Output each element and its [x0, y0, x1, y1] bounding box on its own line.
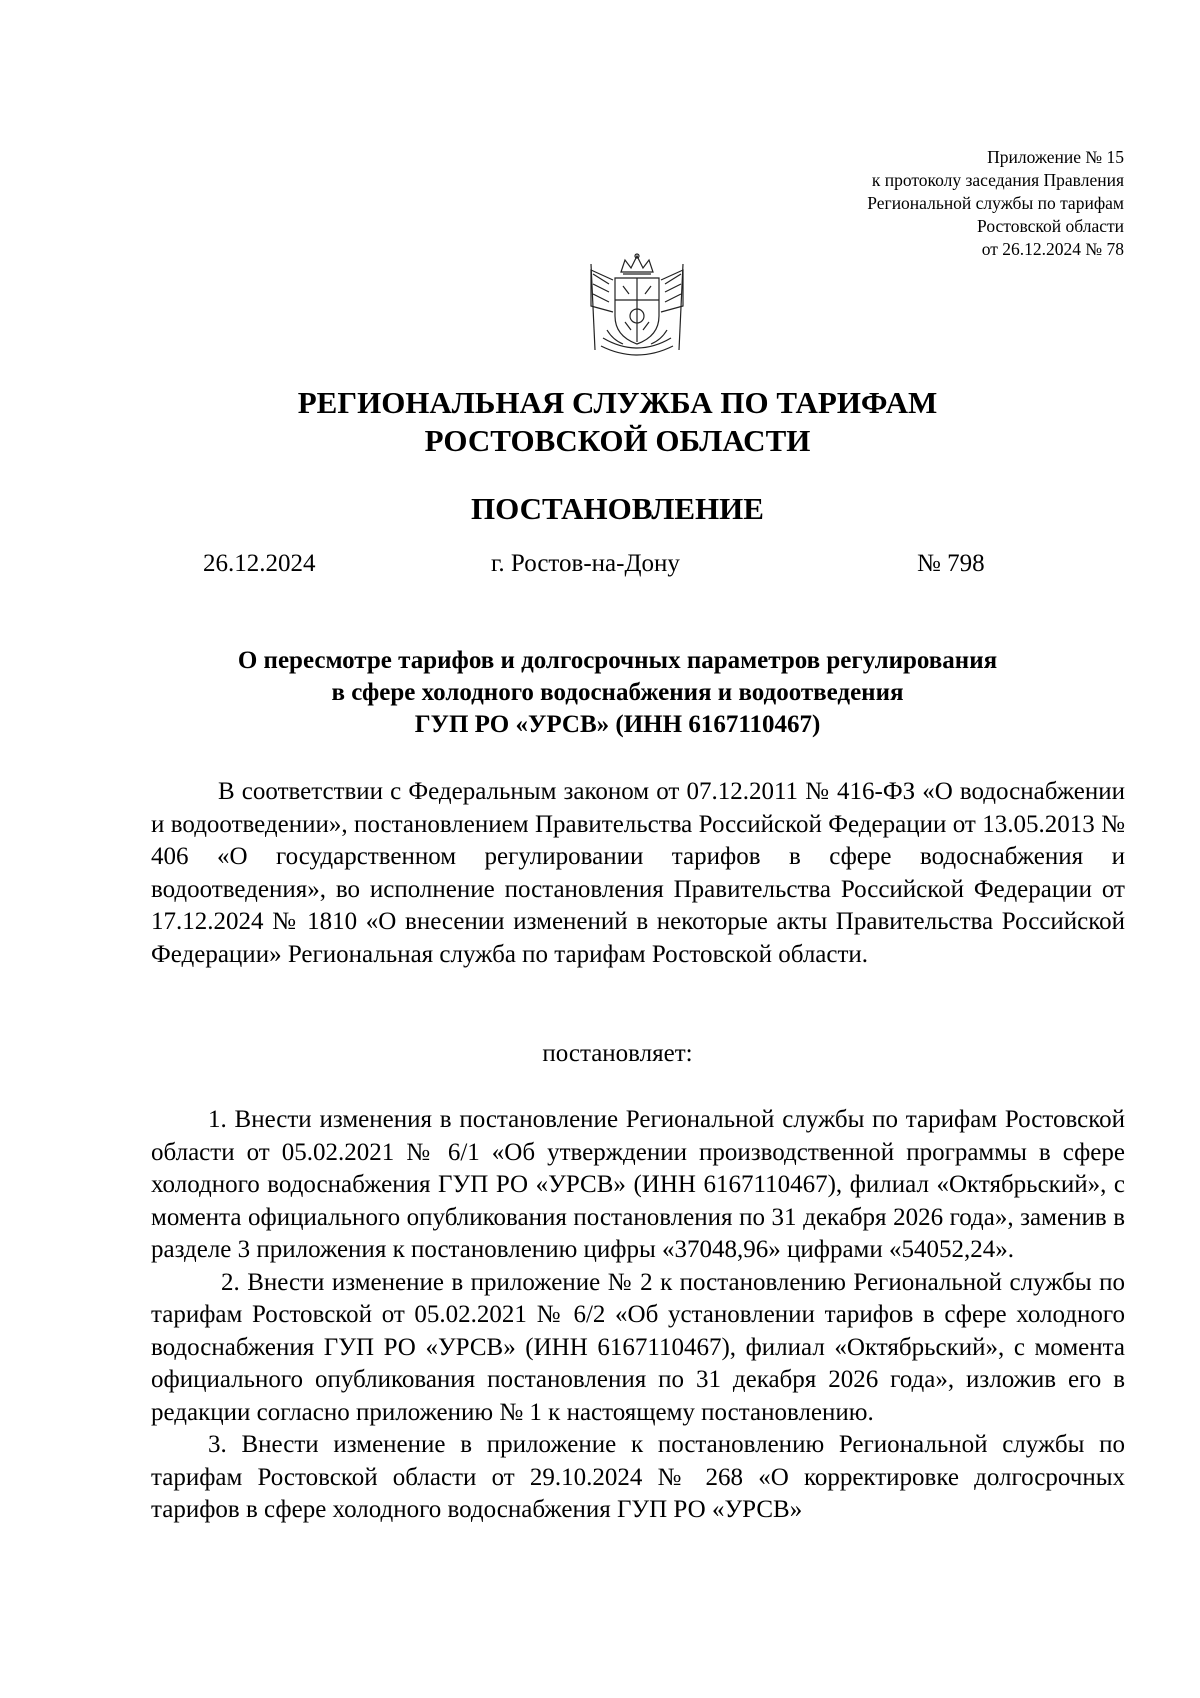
- resolution-item: 1. Внести изменения в постановление Региональной службы по тарифам Ростовской области от 05.02.2021 № 6/1 «Об утверждении производственной программы в сфере холодного водоснабжения ГУП РО «УРСВ» (ИНН 6167110467), филиал «Октябрьский», с момента официального опубликования постановления по 31 декабря 2026 года», заменив в разделе 3 приложения к постановлению цифры «37048,96» цифрами «54052,24».: [151, 1106, 1125, 1263]
- document-number: № 798: [917, 550, 985, 577]
- document-type-title: ПОСТАНОВЛЕНИЕ: [471, 491, 764, 526]
- subject-line: О пересмотре тарифов и долгосрочных параметров регулирования: [237, 647, 998, 674]
- subject-line: ГУП РО «УРСВ» (ИНН 6167110467): [414, 711, 821, 738]
- ruling-word: постановляет:: [542, 1040, 693, 1067]
- annex-line: Приложение № 15: [987, 147, 1124, 167]
- annex-line: Ростовской области: [977, 216, 1124, 236]
- annex-line: от 26.12.2024 № 78: [981, 239, 1124, 259]
- document-subject: [0, 645, 1200, 741]
- document-city: г. Ростов-на-Дону: [491, 550, 680, 577]
- agency-name: [0, 384, 1200, 460]
- annex-line: к протоколу заседания Правления: [871, 170, 1124, 190]
- subject-line: в сфере холодного водоснабжения и водоотведения: [331, 679, 904, 706]
- preamble-paragraph: В соответствии с Федеральным законом от 07.12.2011 № 416-ФЗ «О водоснабжении и водоотведении», постановлением Правительства Российской Федерации от 13.05.2013 № 406 «О государственном регулировании тарифов в сфере водоснабжения и водоотведения», во исполнение постановления Правительства Российской Федерации от 17.12.2024 № 1810 «О внесении изменений в некоторые акты Правительства Российской Федерации» Региональная служба по тарифам Ростовской области.: [151, 778, 1125, 968]
- resolution-item: 2. Внести изменение в приложение № 2 к постановлению Региональной службы по тарифам Ростовской от 05.02.2021 № 6/2 «Об установлении тарифов в сфере холодного водоснабжения ГУП РО «УРСВ» (ИНН 6167110467), филиал «Октябрьский», с момента официального опубликования постановления по 31 декабря 2026 года», изложив его в редакции согласно приложению № 1 к настоящему постановлению.: [151, 1268, 1125, 1426]
- resolution-item: 3. Внести изменение в приложение к постановлению Региональной службы по тарифам Ростовской области от 29.10.2024 № 268 «О корректировке долгосрочных тарифов в сфере холодного водоснабжения ГУП РО «УРСВ»: [151, 1431, 1125, 1523]
- agency-name-line: РОСТОВСКОЙ ОБЛАСТИ: [424, 423, 811, 458]
- agency-name-line: РЕГИОНАЛЬНАЯ СЛУЖБА ПО ТАРИФАМ: [297, 385, 938, 420]
- document-date: 26.12.2024: [203, 550, 316, 577]
- annex-line: Региональной службы по тарифам: [867, 193, 1124, 213]
- annex-header: [867, 146, 1124, 261]
- resolution-items: [151, 1104, 1125, 1527]
- rostov-oblast-coat-of-arms-icon: [583, 250, 691, 362]
